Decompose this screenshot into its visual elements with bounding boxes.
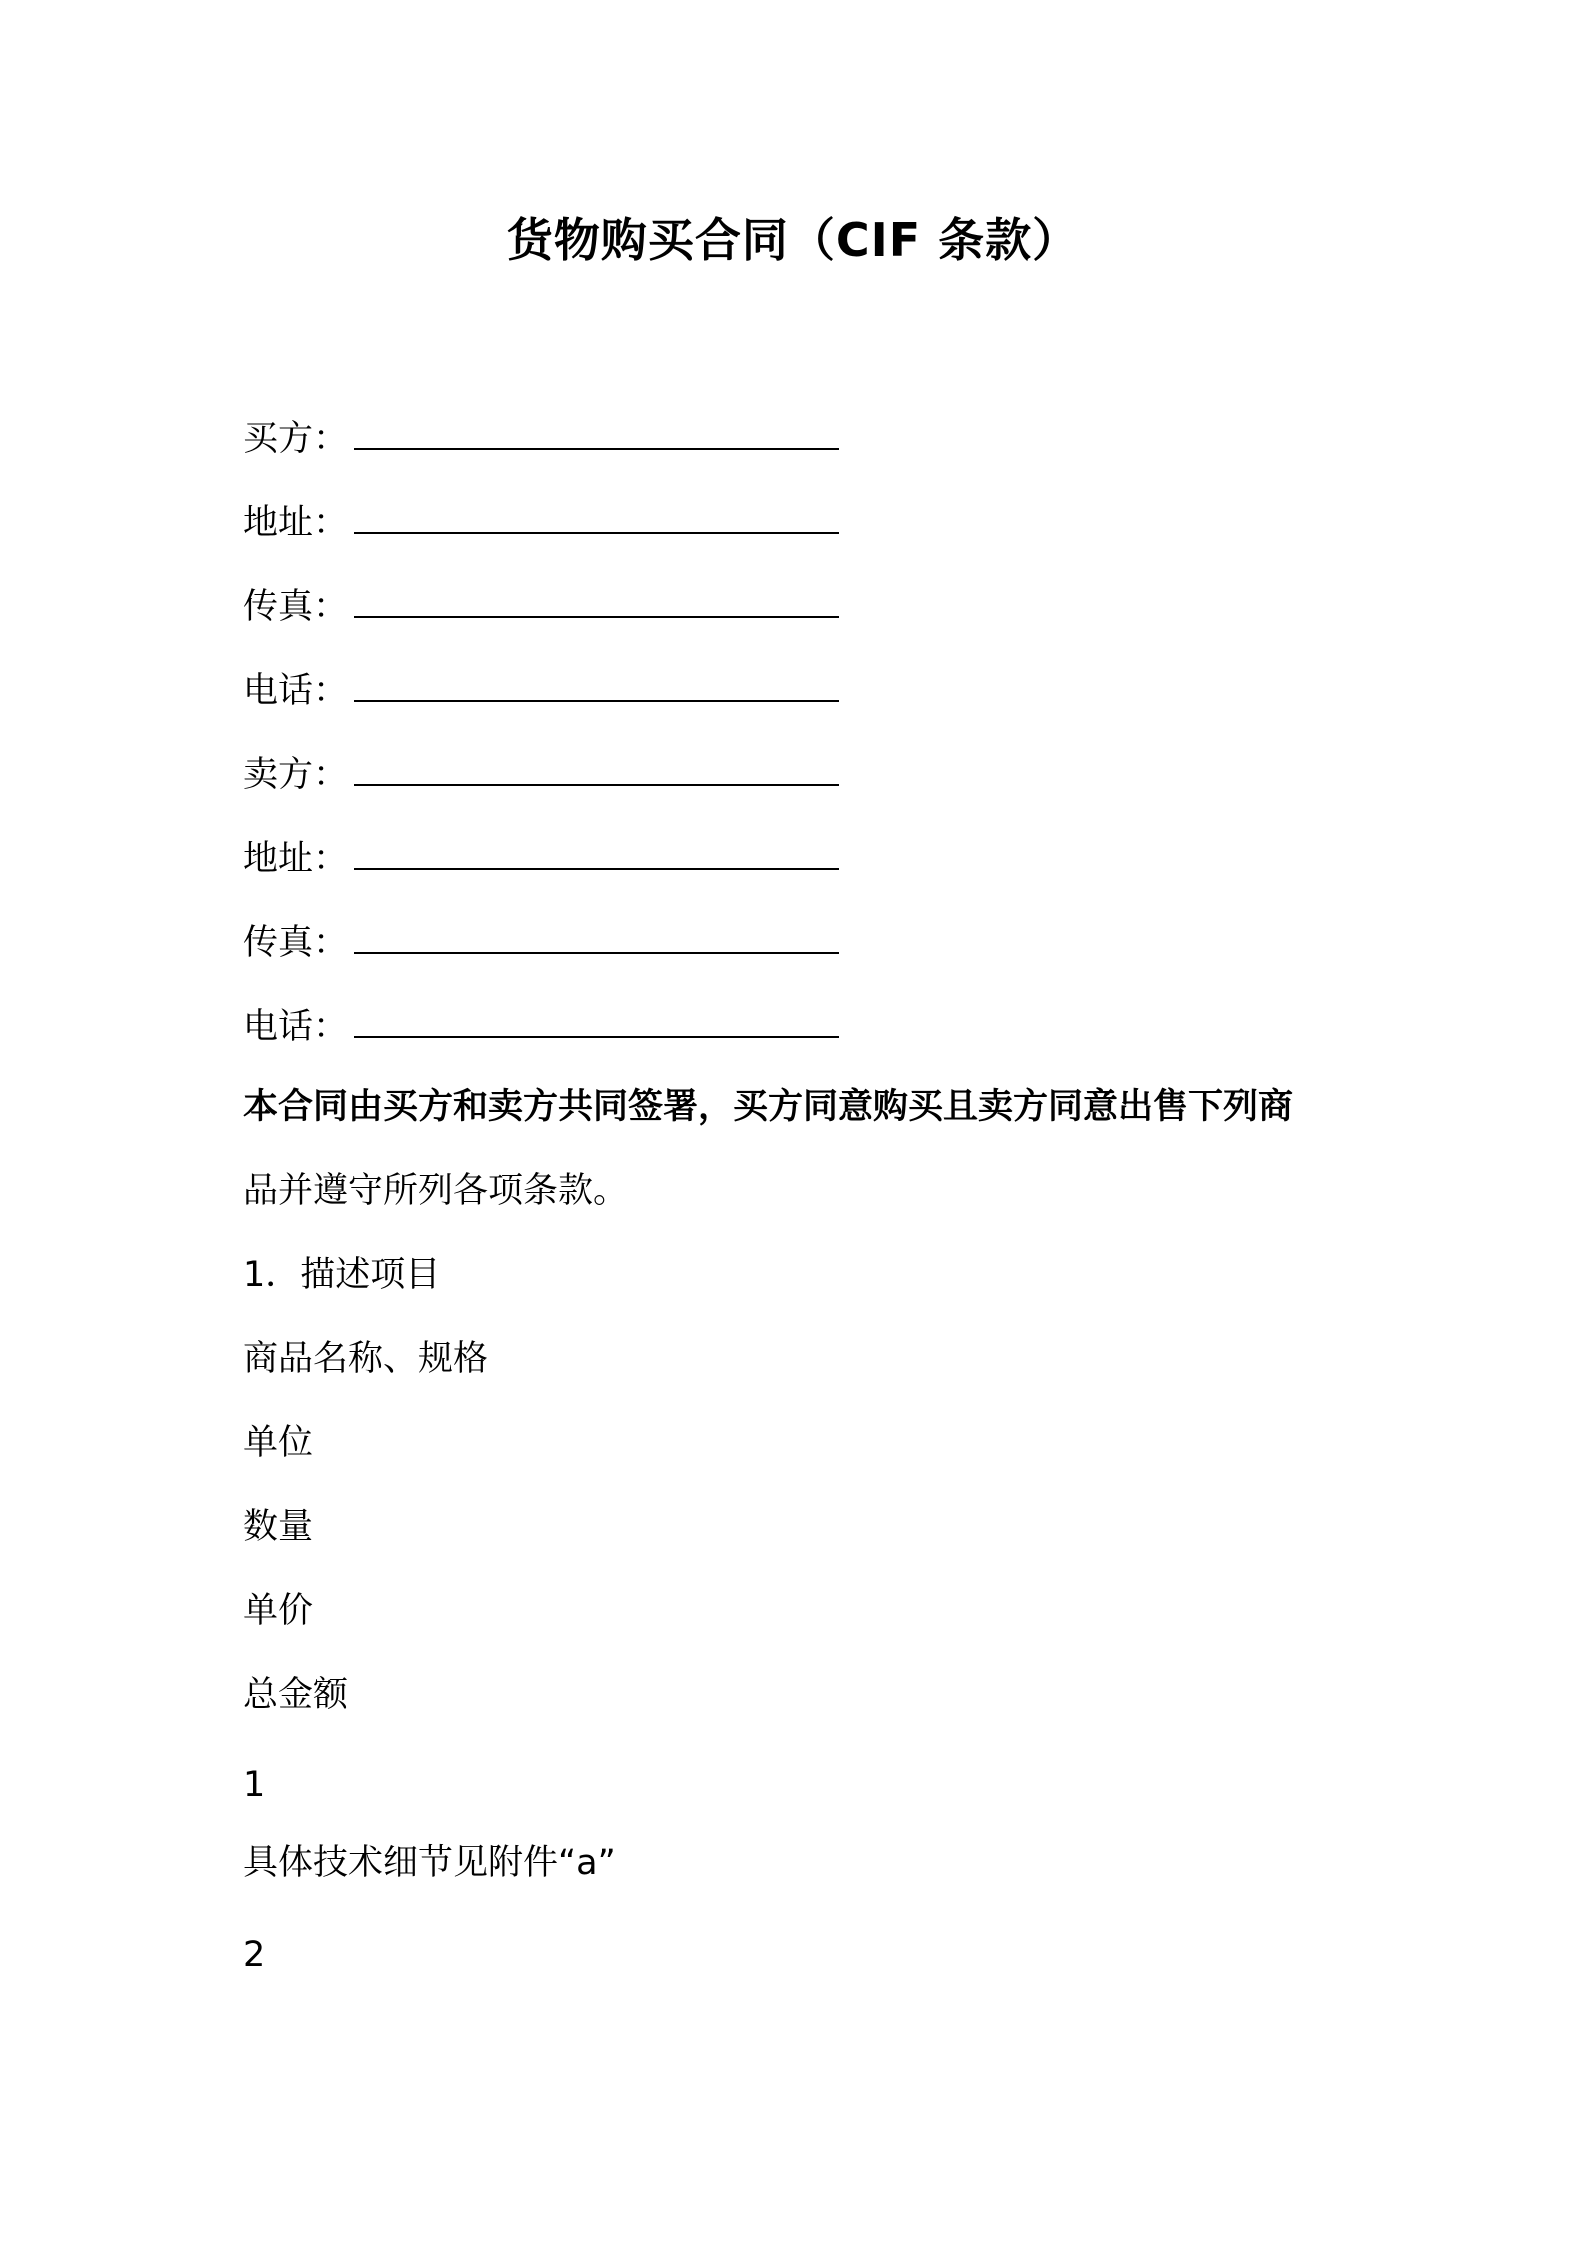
preamble-line-1: 本合同由买方和卖方共同签署，买方同意购买且卖方同意出售下列商 bbox=[243, 1087, 1294, 1127]
preamble-line-2: 品并遵守所列各项条款。 bbox=[243, 1171, 629, 1211]
item-1-detail: 具体技术细节见附件“a” bbox=[243, 1843, 616, 1883]
field-unit-price: 单价 bbox=[243, 1591, 314, 1631]
seller-address-blank[interactable] bbox=[354, 830, 839, 870]
seller-fax-line bbox=[243, 914, 839, 968]
buyer-address-label: 地址： bbox=[243, 503, 349, 543]
buyer-address-blank[interactable] bbox=[354, 494, 839, 534]
buyer-phone-blank[interactable] bbox=[354, 662, 839, 702]
buyer-phone-label: 电话： bbox=[243, 671, 349, 711]
seller-phone-blank[interactable] bbox=[354, 998, 839, 1038]
seller-fax-label: 传真： bbox=[243, 923, 349, 963]
field-unit: 单位 bbox=[243, 1423, 314, 1463]
buyer-fax-label: 传真： bbox=[243, 587, 349, 627]
seller-phone-line bbox=[243, 998, 839, 1052]
buyer-name-line bbox=[243, 410, 839, 464]
seller-name-line bbox=[243, 746, 839, 800]
seller-phone-label: 电话： bbox=[243, 1007, 349, 1047]
page-title: 货物购买合同（CIF 条款） bbox=[506, 213, 1080, 267]
seller-address-label: 地址： bbox=[243, 839, 349, 879]
section-1-heading: 1．描述项目 bbox=[243, 1255, 441, 1295]
buyer-name-label: 买方： bbox=[243, 419, 349, 459]
field-product-name-spec: 商品名称、规格 bbox=[243, 1339, 489, 1379]
buyer-phone-line bbox=[243, 662, 839, 716]
buyer-address-line bbox=[243, 494, 839, 548]
field-quantity: 数量 bbox=[243, 1507, 314, 1547]
item-number-1: 1 bbox=[243, 1765, 266, 1805]
seller-fax-blank[interactable] bbox=[354, 914, 839, 954]
buyer-fax-blank[interactable] bbox=[354, 578, 839, 618]
seller-address-line bbox=[243, 830, 839, 884]
buyer-name-blank[interactable] bbox=[354, 410, 839, 450]
field-total-amount: 总金额 bbox=[243, 1675, 349, 1715]
seller-name-blank[interactable] bbox=[354, 746, 839, 786]
seller-name-label: 卖方： bbox=[243, 755, 349, 795]
item-number-2: 2 bbox=[243, 1935, 266, 1975]
buyer-fax-line bbox=[243, 578, 839, 632]
